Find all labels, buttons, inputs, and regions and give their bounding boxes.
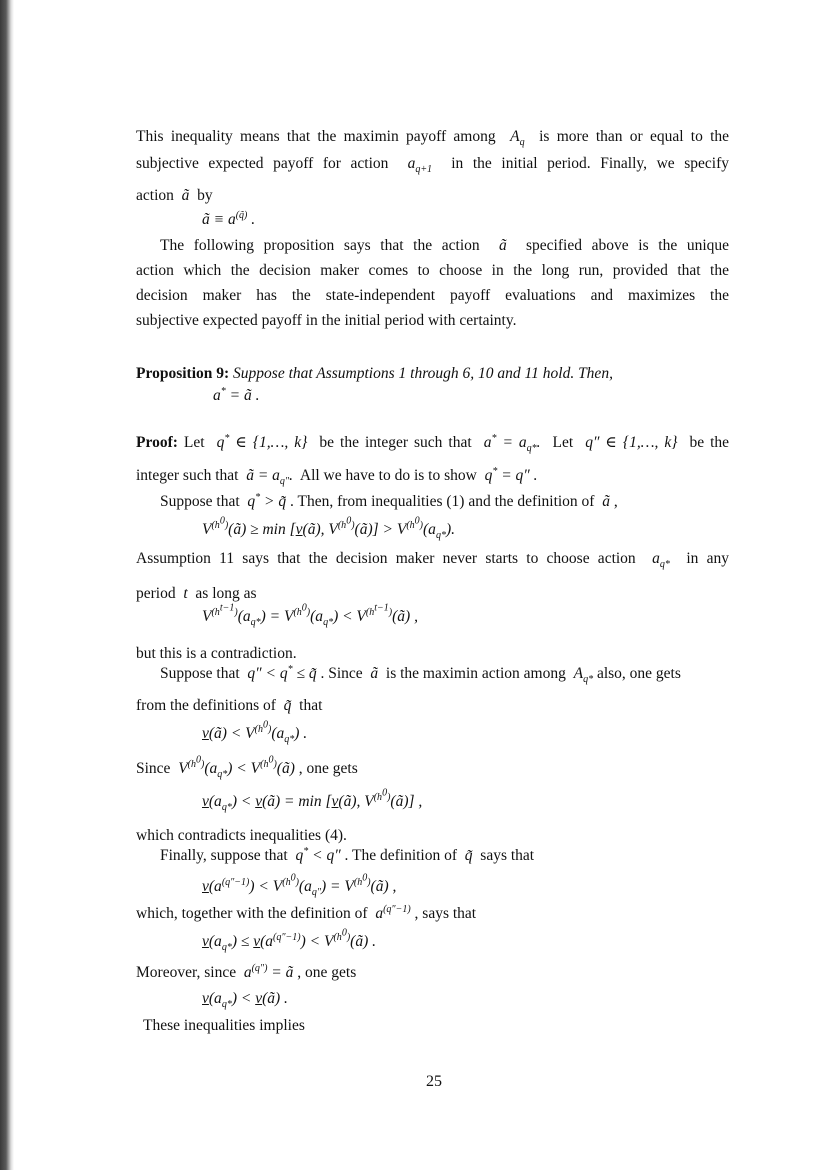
text-line: Since $V^{(h^0)}(a_{q*})$ < $V^{(h^0)}(ã)$ , one gets [136,754,358,781]
math-expr: q″ ∈ {1,…, k} [585,434,678,451]
equation-a-tilde-def: ã ≡ $a^{(q̃)}$ . [202,209,256,228]
math-q-tilde: q̃ [464,847,473,864]
text-line: action which the decision maker comes to choose in the long run, provided that the [136,262,729,279]
equation-2: $V^{(h^{t-1})}(a_{q*}) = V^{(h^0)}(a_{q*})$ < $V^{(h^{t-1})}(ã)$ , [202,602,418,629]
math-expr: q* ∈ {1,…, k} [216,432,308,451]
text-line: integer such that ã = $a_{q''}$. All we have to do is to show q* = q″ . [136,465,538,488]
math-expr: $a_{q*}$ [652,550,670,571]
proposition-heading: Proposition 9: Suppose that Assumptions 1 through 6, 10 and 11 hold. Then, [136,365,613,382]
equation-7: $v(a_{q*})$ < v(ã) . [202,990,288,1011]
math-expr: $a^* = a_{q*}$. [483,432,541,455]
text-line: subjective expected payoff for action $a_{q+1}$ in the initial period. Finally, we specify [136,155,729,176]
text-line: subjective expected payoff in the initial period with certainty. [136,312,517,329]
math-expr: q* > q̃ [247,491,287,510]
math-a-tilde: ã [602,493,610,510]
math-t: t [183,585,188,602]
text-line: but this is a contradiction. [136,645,297,662]
math-q-tilde: q̃ [283,697,292,714]
math-A-q: $A_q$ [510,128,525,149]
text-line: This inequality means that the maximin payoff among $A_q$ is more than or equal to the [136,128,730,149]
text-line: Proof: Let q* ∈ {1,…, k} be the integer such that $a^* = a_{q*}$. Let q″ ∈ {1,…, k} be the [136,432,730,455]
math-expr: q* = q″ . [484,465,538,484]
text-line: action ã by [136,187,213,204]
text-line: decision maker has the state-independent payoff evaluations and maximizes the [136,287,729,304]
math-a-tilde: ã [181,187,190,204]
math-a-q-plus-1: $a_{q+1}$ [407,155,433,176]
text-line: from the definitions of q̃ that [136,697,323,714]
text-line: Moreover, since $a^{(q'')}$ = ã , one gets [136,962,357,981]
math-expr: $V^{(h^0)}(a_{q*})$ < $V^{(h^0)}(ã)$ [178,754,295,781]
equation-4: $v(a_{q*})$ < v(ã) = min [v(ã), $V^{(h^0)}(ã)$] , [202,787,423,814]
math-a-tilde: ã [498,237,507,254]
equation-5: $v(a^{(q''-1)}) < V^{(h^0)}(a_{q''})$ = $V^{(h^0)}(ã)$ , [202,872,397,899]
text-line: Suppose that q* > q̃ . Then, from inequalities (1) and the definition of ã , [160,491,618,510]
equation-prop9: a* = ã . [213,385,260,404]
page-number: 25 [426,1073,442,1090]
scan-page-edge [0,0,14,1170]
equation-6: $v(a_{q*}) \le v(a^{(q''-1)})$ < $V^{(h^0)}(ã)$ . [202,927,376,954]
text-line: which, together with the definition of $a^{(q''-1)}$ , says that [136,903,477,922]
math-a-tilde: ã [370,665,379,682]
text-line: Finally, suppose that q* < q″ . The definition of q̃ says that [160,845,535,864]
math-expr: $A_{q*}$ [573,665,594,686]
math-expr: q* < q″ [295,845,341,864]
math-expr: q″ < q* ≤ q̃ [247,663,317,682]
text-line: which contradicts inequalities (4). [136,827,347,844]
text-line: These inequalities implies [143,1017,305,1034]
equation-3: v(ã) < $V^{(h^0)}(a_{q*})$ . [202,719,308,746]
math-expr: ã = $a_{q''}$. [246,467,293,488]
text-line: The following proposition says that the action ã specified above is the unique [160,237,730,254]
text-line: Suppose that q″ < q* ≤ q̃ . Since ã is the maximin action among $A_{q*}$ also, one gets [160,663,681,686]
text-line: Assumption 11 says that the decision maker never starts to choose action $a_{q*}$ in any [136,550,730,571]
math-expr: $a^{(q'')}$ = ã [243,962,294,981]
equation-1: $V^{(h^0)}(ã) \ge \min$ [v(ã), $V^{(h^0)}(ã)] > V^{(h^0)}(a_{q*})$. [202,515,455,542]
math-expr: $a^{(q''-1)}$ [375,903,411,922]
text-line: period t as long as [136,585,257,602]
